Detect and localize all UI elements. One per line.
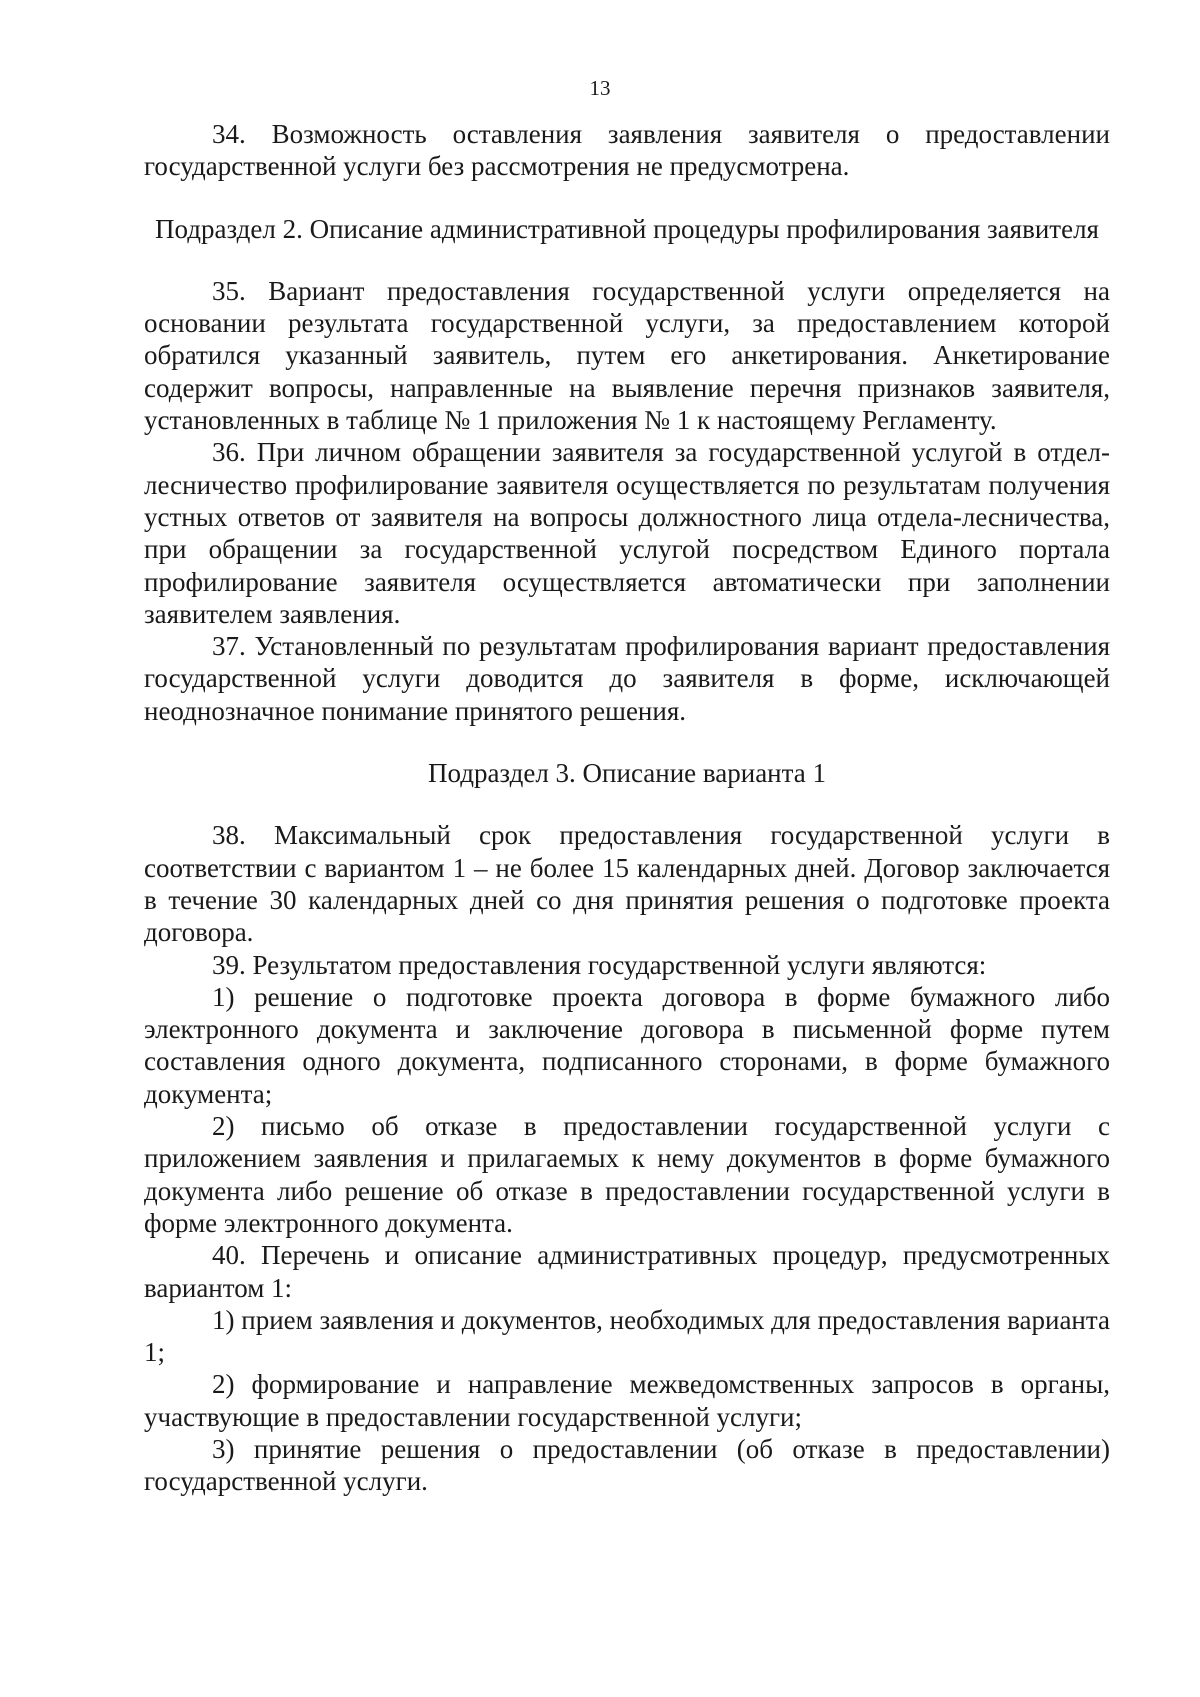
paragraph-35: 35. Вариант предоставления государственной услуги определяется на основании результата государственной услуги, за предоставлением которой обратился указанный заявитель, путем его анкетирования. Анкетирование содержит вопросы, направленные на выявление перечня признаков заявителя, установленных в таблице № 1 приложения № 1 к настоящему Регламенту. — [144, 275, 1110, 436]
paragraph-40-item-2: 2) формирование и направление межведомственных запросов в органы, участвующие в предоставлении государственной услуги; — [144, 1369, 1110, 1432]
subsection-2-heading: Подраздел 2. Описание административной процедуры профилирования заявителя — [155, 213, 1099, 244]
subsection-3-heading: Подраздел 3. Описание варианта 1 — [427, 758, 826, 789]
page-number: 13 — [589, 76, 611, 100]
paragraph-38: 38. Максимальный срок предоставления государственной услуги в соответствии с вариантом 1 – не более 15 календарных дней. Договор заключается в течение 30 календарных дней со дня принятия решения о подготовке проекта договора. — [144, 820, 1110, 948]
paragraph-39: 39. Результатом предоставления государственной услуги являются: — [212, 949, 987, 980]
paragraph-37: 37. Установленный по результатам профилирования вариант предоставления государственной услуги доводится до заявителя в форме, исключающей неоднозначное понимание принятого решения. — [144, 631, 1110, 726]
paragraph-36: 36. При личном обращении заявителя за государственной услугой в отдел-лесничество профилирование заявителя осуществляется по результатам получения устных ответов от заявителя на вопросы должностного лица отдела-лесничества, при обращении за государственной услугой посредством Единого портала профилирование заявителя осуществляется автоматически при заполнении заявителем заявления. — [144, 437, 1110, 629]
paragraph-34: 34. Возможность оставления заявления заявителя о предоставлении государственной услуги без рассмотрения не предусмотрена. — [144, 119, 1110, 182]
paragraph-39-item-1: 1) решение о подготовке проекта договора в форме бумажного либо электронного документа и заключение договора в письменной форме путем составления одного документа, подписанного сторонами, в форме бумажного документа; — [144, 981, 1110, 1109]
paragraph-39-item-2: 2) письмо об отказе в предоставлении государственной услуги с приложением заявления и прилагаемых к нему документов в форме бумажного документа либо решение об отказе в предоставлении государственной услуги в форме электронного документа. — [144, 1111, 1110, 1238]
paragraph-40-item-1: 1) прием заявления и документов, необходимых для предоставления варианта 1; — [144, 1304, 1110, 1368]
paragraph-40-item-3: 3) принятие решения о предоставлении (об отказе в предоставлении) государственной услуги. — [144, 1433, 1110, 1497]
document-body — [144, 118, 1110, 1498]
paragraph-40: 40. Перечень и описание административных процедур, предусмотренных вариантом 1: — [144, 1240, 1110, 1303]
